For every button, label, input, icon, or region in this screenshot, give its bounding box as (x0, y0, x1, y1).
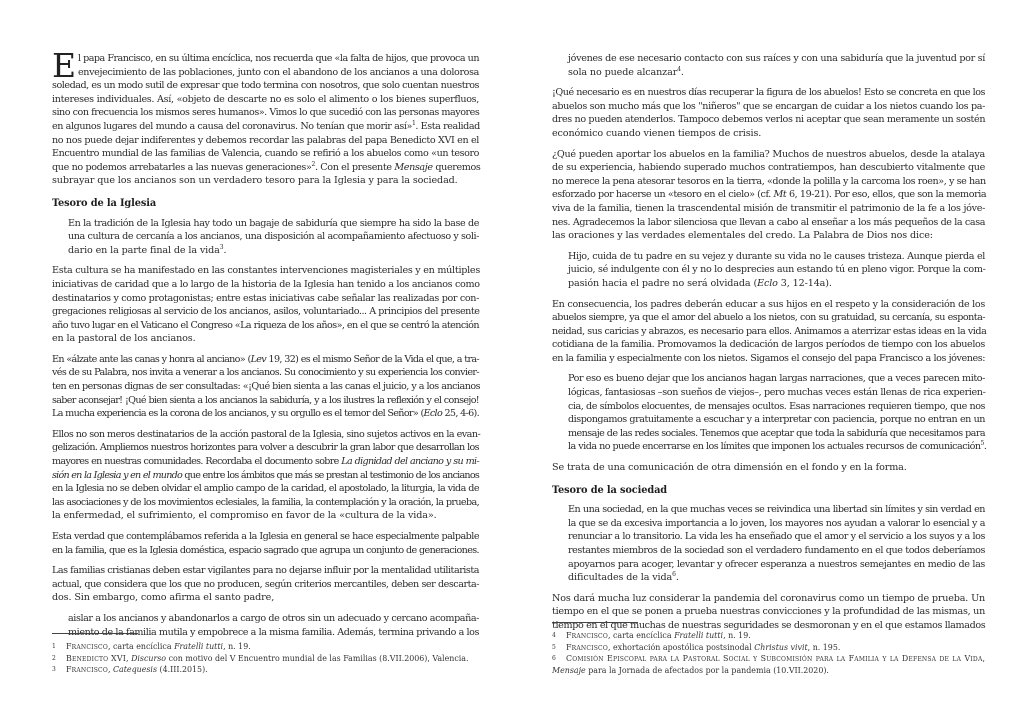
text-line: aislar a los ancianos y abandonarlos a cargo de otros sin un adecuado y cercano acompaña- (68, 612, 479, 624)
text-line: en la familia, que es la Iglesia doméstica, espacio sagrado que agrupa un conjunto de generaciones. (52, 544, 479, 556)
footnote-author: Francisco (66, 665, 108, 675)
citation-abbrev: Lev (250, 353, 267, 365)
text-line: vés de su Palabra, nos invita a venerar a los ancianos. Su conocimiento y su experiencia los convier- (52, 367, 479, 379)
paragraph (52, 564, 479, 605)
text-line (52, 120, 479, 134)
text-line: Esta verdad que contemplábamos referida a la Iglesia en general se hace especialmente palpable (52, 531, 479, 542)
text-segment: queremos (432, 161, 481, 173)
text-line: abuelos siempre, ya que el amor del abuelo a los nietos, con su gratuidad, su cercanía, su esponta- (552, 312, 985, 324)
text-segment: . (983, 441, 987, 453)
block-quote (552, 250, 985, 291)
footnote (52, 641, 479, 653)
text-line: Las familias cristianas deben estar vigilantes para no dejarse influir por la mentalidad utilitarista (52, 565, 479, 577)
text-line: una cultura de cercanía a los ancianos, una disposición al acompañamiento afectuoso y soli- (68, 231, 479, 243)
text-line (52, 455, 479, 469)
paragraph (552, 461, 985, 475)
text-segment: dario en la parte final de la vida (68, 244, 220, 256)
text-line: cotidiana de la familia. Promovamos la dedicación de largos períodos de tiempo con los abuelos (552, 339, 985, 351)
footnote-number: 6 (552, 655, 556, 663)
text-line (52, 353, 479, 367)
text-line: en la pastoral de los ancianos. (52, 333, 196, 345)
paragraph (552, 592, 985, 633)
text-segment: . (675, 572, 679, 584)
text-line: envejecimiento de las poblaciones, junto con el abandono de los ancianos a una dolorosa (77, 66, 479, 78)
footnote-author: Francisco (566, 642, 608, 652)
text-line (52, 161, 479, 175)
footnote-ref[interactable]: 5 (980, 440, 984, 448)
text-line (52, 469, 479, 483)
footnote-text: con motivo del V Encuentro mundial de las Familias (8.VII.2006), Valencia. (166, 653, 469, 663)
text-line: intereses individuales. Así, «objeto de descarte no es solo el alimento o los bienes superfluos, (52, 93, 479, 105)
paragraph (552, 148, 985, 243)
block-quote (552, 372, 985, 454)
text-segment: la vida no puede encerrarse en los límites que imponen los actuales recursos de comunicación (568, 441, 981, 453)
block-quote (552, 503, 985, 585)
footnote-title: Fratelli tutti (174, 642, 224, 651)
text-segment: 19, 32) es el mismo Señor de la Vida el que, a tra- (266, 353, 480, 365)
paragraph (52, 530, 479, 557)
footnote-number: 3 (52, 666, 56, 674)
footnote-ref[interactable]: 3 (219, 243, 224, 251)
text-line: tiempo en el que se ponen a prueba nuestras convicciones y la profundidad de las mismas, un (552, 606, 985, 618)
text-line (68, 244, 479, 258)
text-line (568, 66, 985, 80)
section-heading-sociedad: Tesoro de la sociedad (552, 484, 668, 496)
text-line: ¡Qué necesario es en nuestros días recuperar la figura de los abuelos! Esto se concreta en que los (552, 87, 985, 99)
text-line: iniciativas de caridad que a lo largo de la historia de la Iglesia han tenido a los ancianos como (52, 278, 480, 290)
text-line: abuelos son mucho más que los "niñeros" que se encargan de cuidar a los nietos cuando los pa- (552, 100, 985, 112)
text-segment: pasión hacia el padre no será olvidada ( (568, 277, 758, 289)
text-line: Ellos no son meros destinatarios de la acción pastoral de la Iglesia, sino sujetos activos en la evan- (52, 428, 481, 440)
text-line: las asociaciones y de los movimientos eclesiales, la familia, la contemplación y la oración, la prueba, (52, 496, 479, 508)
text-line: ten en personas dignas de ser consultadas: «¡Qué bien sienta a las canas el juicio, y a los ancianos (52, 381, 481, 393)
text-line (568, 277, 985, 291)
footnote-ref[interactable]: 4 (677, 65, 681, 73)
text-segment: . (223, 244, 227, 256)
text-line: Nos dará mucha luz considerar la pandemia del coronavirus como un tiempo de prueba. Un (552, 592, 985, 604)
footnote-author: Benedicto XVI (66, 653, 127, 663)
footnote-number: 1 (52, 643, 56, 650)
text-line: tiempo en el que muchas de nuestras seguridades se desmoronan y en el que estamos llamados (552, 619, 986, 631)
paragraph (552, 86, 985, 140)
text-line: apoyarnos para acoger, levantar y ofrecer esperanza a nuestros semejantes en medio de las (568, 558, 985, 570)
block-quote-continued (552, 52, 985, 79)
citation-abbrev: Mt (773, 189, 787, 201)
footnote-author: Comisión Episcopal para la Pastoral Social y Subcomisión para la Familia y la Defensa de la Vida (566, 654, 983, 664)
footnote-text: , n. 195. (807, 642, 841, 652)
citation-abbrev: Eclo (423, 408, 443, 420)
text-line: juicio, sé indulgente con él y no lo desprecies aun estando tú en pleno vigor. Porque la com- (568, 264, 986, 276)
paragraph (552, 298, 985, 366)
text-line: lógicas, fantasiosas –son sueños de viejos–, pero muchas veces están llenas de rica experien- (568, 387, 986, 399)
footnotes (52, 641, 479, 676)
text-line: año tuvo lugar en el Vaticano el Congreso «La riqueza de los años», en el que se centró la atención (52, 319, 479, 331)
footnote-title: Fratelli tutti (674, 631, 724, 640)
footnote-text: , (982, 654, 985, 664)
footnote (552, 653, 985, 676)
text-line: Encuentro mundial de las familias de Valencia, cuando se refirió a los abuelos como «un tesoro (52, 148, 479, 160)
text-line: actual, que considera que los que no producen, según criterios mercantiles, deben ser descarta- (52, 578, 479, 590)
text-line: l papa Francisco, en su última encíclica, nos recuerda que «la falta de hijos, que provoca un (77, 53, 479, 64)
text-line: dos. Sin embargo, como afirma el santo padre, (52, 592, 275, 604)
right-page (512, 0, 1024, 724)
text-line (552, 188, 985, 202)
footnote (52, 664, 479, 676)
text-line: cia, de símbolos elocuentes, de mensajes ocultos. Esas narraciones requieren tiempo, que nos (568, 400, 985, 412)
text-line: en la familia y especialmente con los nietos. Sigamos el consejo del papa Francisco a los jóvenes: (552, 352, 986, 364)
text-line: gregaciones religiosas al servicio de los ancianos, asilos, voluntariado... A principios del presente (52, 306, 480, 318)
left-text-column (52, 46, 481, 646)
footnote-author: Francisco (566, 631, 608, 640)
italic-title: sión en la Iglesia y en el mundo (52, 469, 182, 481)
text-line: Esta cultura se ha manifestado en las constantes intervenciones magisteriales y en múltiples (52, 265, 480, 277)
text-segment: 3, 12-14a). (777, 277, 832, 289)
text-line: económico cuando vienen tiempos de crisis. (552, 127, 762, 139)
text-line: soledad, es un modo sutil de expresar que todo termina con nosotros, que solo cuentan nuestros (52, 80, 479, 92)
text-line: gelización. Ampliemos nuestros horizontes para volver a descubrir la gran labor que desarrollan los (52, 442, 479, 454)
text-line: miento de la familia mutila y empobrece a la misma familia. Además, termina privando a los (68, 626, 480, 638)
text-segment: . Con el presente (314, 161, 395, 173)
paragraph (52, 264, 479, 346)
text-line: la enfermedad, el sufrimiento, el compromiso en favor de la «cultura de la vida». (52, 510, 437, 522)
text-line: jóvenes de ese necesario contacto con sus raíces y con una sabiduría que la juventud por sí (568, 53, 985, 64)
footnote-number: 5 (552, 643, 556, 651)
text-line: no merece la pena atesorar tesoros en la tierra, «donde la polilla y la carcoma los roen», y se han (552, 175, 986, 187)
footnote-text: , n. 19. (723, 631, 751, 640)
text-segment: 25, 4-6). (442, 408, 479, 420)
text-segment: . Esta realidad (415, 120, 480, 132)
text-line: mensaje de las redes sociales. Tenemos que aceptar que toda la sabiduría que necesitamos para (568, 427, 985, 439)
text-line (568, 571, 985, 585)
footnote-title: Mensaje (552, 665, 586, 675)
text-line: la que se da excesiva importancia a lo joven, los mayores nos ayudan a valorar lo esencial y a (568, 517, 985, 529)
paragraph (52, 428, 479, 523)
text-segment: 6, 19-21). Por eso, ellos, que son la memoria (786, 189, 987, 201)
text-line: neidad, sus caricias y abrazos, es necesario para ellos. Animamos a aterrizar estas ideas en la vida (552, 325, 987, 337)
footnote-text: , exhortación apostólica postsinodal (607, 642, 755, 652)
footnote (52, 653, 479, 665)
section-heading-iglesia: Tesoro de la Iglesia (52, 197, 157, 209)
text-line: saber aconsejar! ¡Qué bien sienta a los ancianos la sabiduría, y a los ilustres la reflexión y el consejo! (52, 394, 479, 406)
text-line: en la Iglesia no se deben olvidar el amplio campo de la caridad, el apostolado, la liturgia, la vida de (52, 483, 479, 495)
footnote-ref[interactable]: 1 (411, 119, 416, 127)
footnote-title: Discurso (131, 653, 167, 663)
text-line: de su experiencia, habiendo superado muchos contratiempos, han descubierto vitalmente que (552, 162, 985, 174)
text-line: dispongamos gratuitamente a escuchar y a interpretar con paciencia, porque no entran en un (568, 414, 985, 426)
footnote-title: Catequesis (113, 665, 158, 675)
block-quote (52, 612, 479, 639)
text-line: Se trata de una comunicación de otra dimensión en el fondo y en la forma. (552, 462, 907, 474)
text-line: viva de la familia, tienen la trascendental misión de transmitir el patrimonio de la fe a los jóve- (552, 202, 985, 214)
footnote-text: , n. 19. (223, 642, 251, 651)
text-segment: dificultades de la vida (568, 572, 673, 584)
text-segment: que entre los ámbitos que más se prestan al testimonio de los ancianos (182, 469, 479, 481)
text-segment: En «álzate ante las canas y honra al anciano» ( (52, 353, 251, 365)
footnote-text: , carta encíclica (107, 642, 175, 651)
footnote-text: , carta encíclica (607, 631, 675, 640)
citation-abbrev: Eclo (757, 277, 778, 289)
intro-paragraph (52, 46, 481, 188)
text-line: subrayar que los ancianos son un verdadero tesoro para la Iglesia y para la sociedad. (52, 175, 458, 187)
drop-cap: E (52, 46, 76, 85)
footnote-text: , (126, 653, 132, 663)
text-line: dres no pueden atenderlos. Tampoco debemos verlos ni aceptar que sean meramente un sostén (552, 114, 986, 126)
text-segment: sola no puede alcanzar (568, 66, 678, 78)
footnote-text: para la Jornada de afectados por la pandemia (10.VII.2020). (585, 665, 829, 675)
paragraph (52, 353, 479, 421)
footnotes (552, 630, 985, 676)
text-line: ¿Qué pueden aportar los abuelos en la familia? Muchos de nuestros abuelos, desde la atalaya (552, 148, 985, 160)
text-segment: . (680, 66, 684, 78)
footnote (552, 630, 985, 642)
right-text-column (552, 52, 985, 640)
text-segment: mayores en nuestras comunidades. Recordaba el documento sobre (52, 456, 342, 468)
footnote (552, 642, 985, 654)
text-segment: que no podemos arrebatarles a las nuevas generaciones» (52, 161, 312, 173)
footnote-text: (4.III.2015). (157, 665, 208, 675)
text-segment: esforzado por hacerse un «tesoro en el cielo» (cf. (552, 189, 774, 201)
block-quote (52, 217, 479, 258)
text-line (52, 407, 479, 421)
text-line: En una sociedad, en la que muchas veces se reivindica una libertad sin límites y sin verdad en (568, 504, 985, 516)
text-line: no nos puede dejar indiferentes y debemos recordar las palabras del papa Benedicto XVI en el (52, 134, 479, 146)
footnote-number: 4 (552, 632, 556, 639)
text-segment: La mucha experiencia es la corona de los ancianos, y su orgullo es el temor del Señor» ( (52, 408, 424, 420)
footnote-divider (552, 622, 638, 623)
footnote-ref[interactable]: 2 (311, 160, 315, 168)
text-line: restantes miembros de la sociedad son el verdadero fundamento en el que todos deberíamos (568, 545, 985, 556)
text-line: las oraciones y las verdades elementales del credo. La Palabra de Dios nos dice: (552, 230, 933, 242)
italic-title: La dignidad del anciano y su mi- (341, 456, 479, 468)
text-line: En la tradición de la Iglesia hay todo un bagaje de sabiduría que siempre ha sido la base de (68, 217, 479, 229)
text-line: nes. Agradecemos la labor silenciosa que llevan a cabo al enseñar a los más pequeños de la casa (552, 216, 985, 228)
text-line: sino con frecuencia los mismos seres humanos». Vimos lo que sucedió con las personas mayores (52, 107, 480, 119)
footnote-author: Francisco (66, 642, 108, 651)
text-line: Hijo, cuida de tu padre en su vejez y durante su vida no le causes tristeza. Aunque pierda el (568, 250, 985, 262)
text-segment: en algunos lugares del mundo a causa del coronavirus. No tenían que morir así» (52, 120, 412, 132)
text-line: Por eso es bueno dejar que los ancianos hagan largas narraciones, que a veces parecen mito- (568, 373, 985, 385)
footnote-number: 2 (52, 654, 56, 662)
text-line: En consecuencia, los padres deberán educar a sus hijos en el respeto y la consideración de los (552, 298, 985, 310)
text-line (568, 440, 985, 454)
italic-title: Mensaje (394, 161, 433, 173)
text-line: destinatarios y como protagonistas; entre estas iniciativas cabe señalar las realizadas por con- (52, 292, 479, 304)
footnote-text: , (107, 665, 113, 675)
footnote-title: Christus vivit (754, 642, 808, 652)
footnote-ref[interactable]: 6 (672, 571, 676, 578)
text-line: renunciar a lo transitorio. La vida les ha enseñado que el amor y el servicio a los suyos y a los (568, 531, 985, 543)
footnote-divider (52, 633, 138, 634)
